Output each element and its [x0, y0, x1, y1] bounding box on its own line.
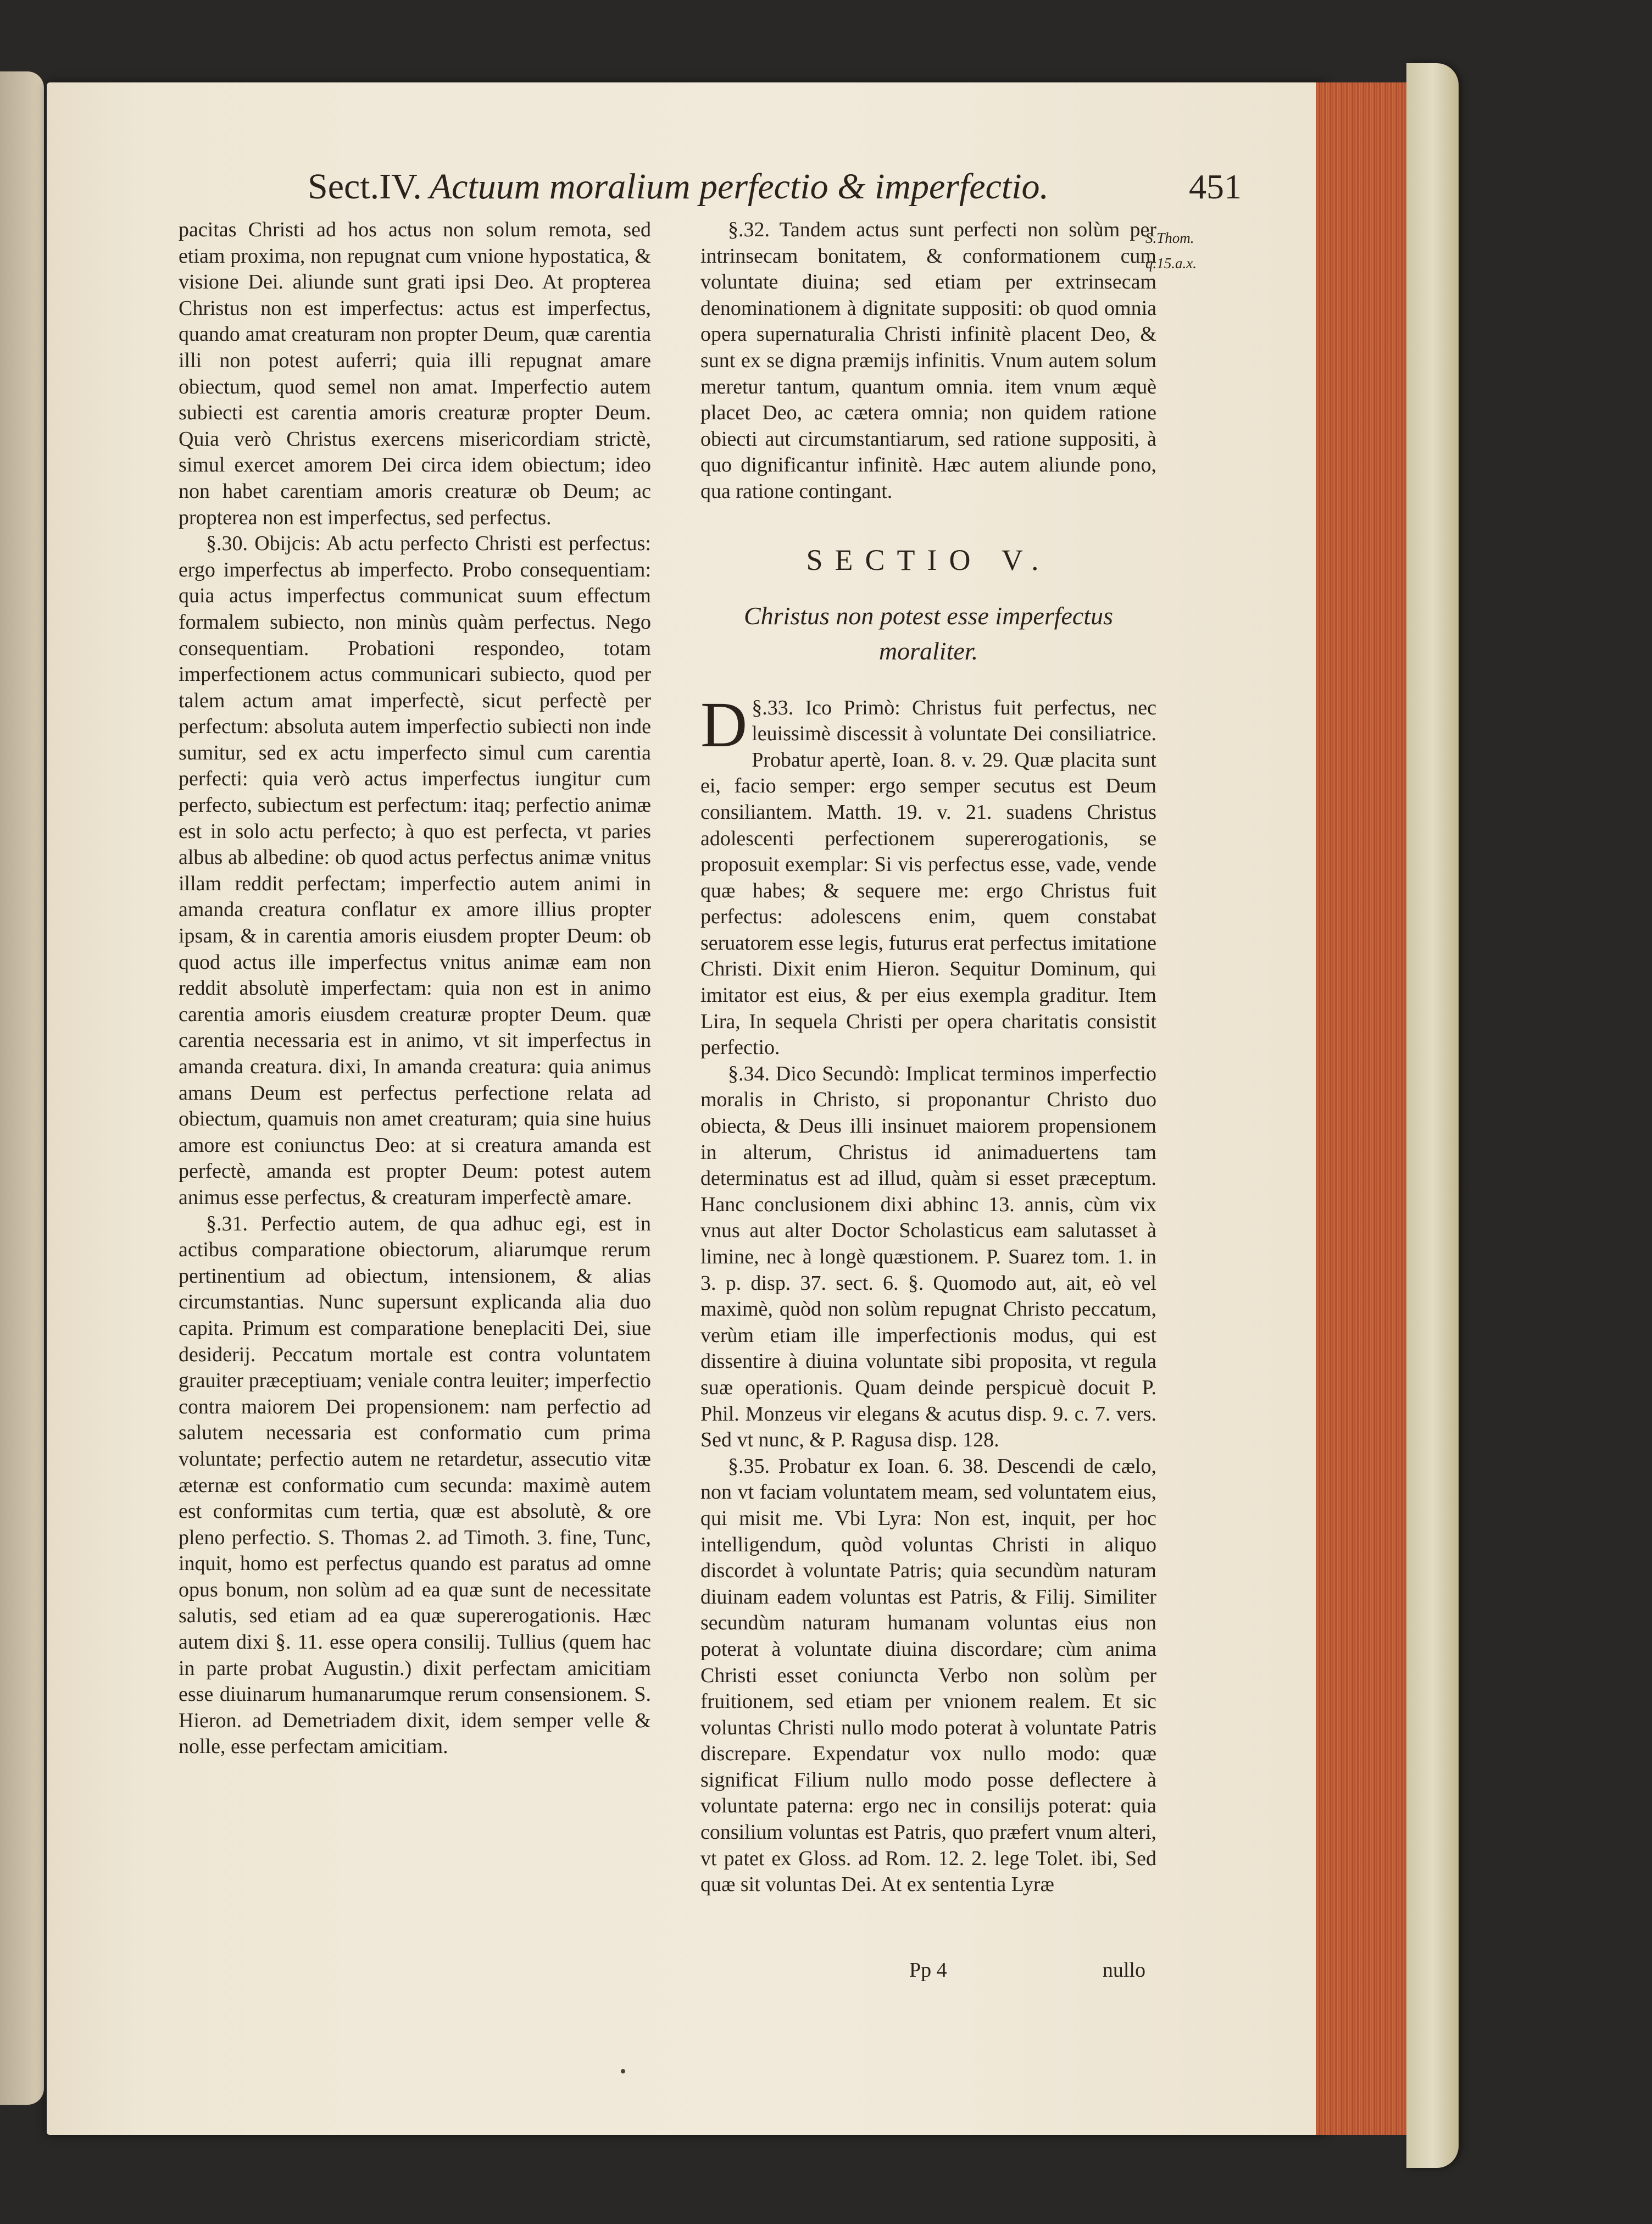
right-column — [700, 217, 1156, 1898]
drop-cap: D — [700, 688, 748, 761]
book-cover-board — [1406, 63, 1459, 2168]
right-paragraph-32: §.32. Tandem actus sunt perfecti non solùm per intrinsecam bonitatem, & conformationem cum voluntate diuina; sed etiam per extrinsecam denominationem à dignitate suppositi: ob quod omnia opera supernaturalia Christi infinitè placent Deo, & sunt ex se digna præmijs infinitis. Vnum autem solum meretur tantum, quantum omnia. item vnum æquè placet Deo, ac cætera omnia; non quidem ratione obiecti aut circumstantiarum, sed ratione suppositi, à quo dignificantur infinitè. Hæc autem aliunde pono, qua ratione contingant. — [700, 218, 1156, 503]
left-paragraph-3: §.31. Perfectio autem, de qua adhuc egi, est in actibus comparatione obiectorum, aliarumque rerum pertinentium ad obiectum, intensionem, & alias circumstantias. Nunc supersunt explicanda alia duo capita. Primum est comparatione beneplaciti Dei, siue desiderij. Peccatum mortale est contra voluntatem grauiter præceptiuam; veniale contra leuiter; imperfectio contra maiorem Dei propensionem: nam perfectio ad salutem necessaria est conformatio cum prima voluntate; perfectio autem ne retardetur, assecutio vitæ æternæ est conformatio cum secunda: maximè autem est conformitas cum tertia, quæ est absolutè, & ore pleno perfectio. S. Thomas 2. ad Timoth. 3. fine, Tunc, inquit, homo est perfectus quando est paratus ad omne opus bonum, non solùm ad ea quæ sunt de necessitate salutis, sed etiam ad ea quæ supererogationis. Hæc autem dixi §. 11. esse opera consilij. Tullius (quem hac in parte probat Augustin.) dixit perfectam amicitiam esse diuinarum humanarumque rerum consensionem. S. Hieron. ad Demetriadem dixit, idem semper velle & nolle, esse perfectam amicitiam. — [179, 1212, 651, 1759]
page-footer — [909, 1956, 1145, 1984]
right-paragraph-33 — [700, 688, 1156, 1061]
left-paragraph-2: §.30. Obijcis: Ab actu perfecto Christi est perfectus: ergo imperfectus ab imperfecto. Probo consequentiam: quia actus imperfectus communicat suum effectum formalem subiecto, non minùs quàm perfectus. Nego consequentiam. Probationi respondeo, totam imperfectionem actus communicari subiecto, quod per talem actum amat imperfectè, sicut perfectè per perfectum: absoluta autem imperfectio subiecti non inde sumitur, sed ex actu imperfecto simul cum carentia perfecti: quia verò actus imperfectus iungitur cum perfecto, subiectum est perfectum: itaq; perfectio animæ est in solo actu perfecto; à quo est perfecta, vt paries albus ab albedine: ob quod actus perfectus animæ vnitus illam reddit perfectam; imperfectio autem animi in amanda creatura conflatur ex amore illius propter ipsam, & in carentia amoris eiusdem propter Deum: ob quod actus ille imperfectus vnitus animæ eam non reddit absolutè imperfectam: quia non est in animo carentia amoris eiusdem creaturæ propter Deum. quæ carentia necessaria est in animo, vt sit imperfectus in amanda creatura. dixi, In amanda creatura: quia animus amans Deum est perfectus perfectione relata ad obiectum, quamuis non amet creaturam; quia sine huius amore est coniunctus Deo: at si creatura amanda est perfectè, amanda est propter Deum: potest autem animus esse perfectus, & creaturam imperfectè amare. — [179, 532, 651, 1209]
paragraph-marker: §.33. — [752, 696, 794, 719]
left-column — [179, 217, 651, 1760]
facing-page-edge — [0, 71, 44, 2105]
signature-mark: Pp 4 — [909, 1959, 947, 1982]
margin-note: S.Thom. q.15.a.x. — [1145, 230, 1197, 271]
catchword: nullo — [1102, 1959, 1145, 1982]
ink-speck — [621, 2069, 625, 2073]
page-number: 451 — [1189, 167, 1242, 206]
header-section: Sect.IV. — [308, 167, 422, 207]
right-paragraph-35: §.35. Probatur ex Ioan. 6. 38. Descendi de cælo, non vt faciam voluntatem meam, sed voluntatem eius, qui misit me. Vbi Lyra: Non est, inquit, per hoc intelligendum, quòd voluntas Christi in aliquo discordet à voluntate Patris; quia secundùm naturam diuinam eadem voluntas est Patris, & Filij. Similiter secundùm naturam humanam voluntas eius non poterat à voluntate diuina discordare; cùm anima Christi esset coniuncta Verbo non solùm per fruitionem, sed etiam per vnionem realem. Et sic voluntas Christi nullo modo poterat à voluntate Patris discrepare. Expendatur vox nullo modo: quæ significat Filium nullo modo posse deflectere à voluntate paterna: ergo nec in consilijs poterat: quia consilium voluntas est Patris, quo præfert vnum alteri, vt patet ex Gloss. ad Rom. 12. 2. lege Tolet. ibi, Sed quæ sit voluntas Dei. At ex sententia Lyræ — [700, 1454, 1156, 1896]
paragraph-33-text: Ico Primò: Christus fuit perfectus, nec leuissimè discessit à voluntate Dei consiliatrice. Probatur apertè, Ioan. 8. v. 29. Quæ placita sunt ei, facio semper: ergo semper secutus est Deum consiliantem. Matth. 19. v. 21. suadens Christus adolescenti perfectionem supererogationis, se proposuit exemplar: Si vis perfectus esse, vade, vende quæ habes; & sequere me: ergo Christus fuit perfectus: adolescens enim, quem constabat seruatorem esse legis, futurus erat perfectus imitatione Christi. Dixit enim Hieron. Sequitur Dominum, qui imitator est eius, & per eius exempla graditur. Item Lira, In sequela Christi per opera charitatis consistit perfectio. — [700, 696, 1156, 1060]
header-title: Actuum moralium perfectio & imperfectio. — [429, 167, 1049, 207]
left-paragraph-1: pacitas Christi ad hos actus non solum remota, sed etiam proxima, non repugnat cum vnione hypostatica, & visione Dei. aliunde sunt grati ipsi Deo. At propterea Christus non est imperfectus: actus est imperfectus, quando amat creaturam non propter Deum, quæ carentia illi non potest auferri; quia illi repugnat amare obiectum, quod semel non amat. Imperfectio autem subiecti est carentia amoris creaturæ propter Deum. Quia verò Christus exercens misericordiam strictè, simul exercet amorem Dei circa idem obiectum; ideo non habet carentiam amoris creaturæ ob Deum; ac propterea non est imperfectus, sed perfectus. — [179, 218, 651, 529]
right-paragraph-34: §.34. Dico Secundò: Implicat terminos imperfectio moralis in Christo, si proponantur Christo duo obiecta, & Deus illi insinuet maiorem propensionem in alterum, Christus id animaduertens tam determinatus est ad illud, quàm si esset præceptum. Hanc conclusionem dixi abhinc 13. annis, cùm vix vnus aut alter Doctor Scholasticus eam salutasset à limine, nec à longè quæstionem. P. Suarez tom. 1. in 3. p. disp. 37. sect. 6. §. Quomodo aut, ait, eò vel maximè, quòd non solùm repugnat Christo peccatum, verùm etiam ille imperfectionis modus, qui est dissentire à diuina voluntate sibi proposita, vt regula suæ operationis. Quam deinde perspicuè docuit P. Phil. Monzeus vir elegans & acutus disp. 9. c. 7. vers. Sed vt nunc, & P. Ragusa disp. 128. — [700, 1062, 1156, 1452]
section-heading: SECTIO V. — [806, 543, 1051, 576]
page-edges-red — [1316, 82, 1417, 2135]
running-header — [308, 157, 1242, 217]
section-subtitle: Christus non potest esse imperfectus moraliter. — [743, 601, 1114, 665]
